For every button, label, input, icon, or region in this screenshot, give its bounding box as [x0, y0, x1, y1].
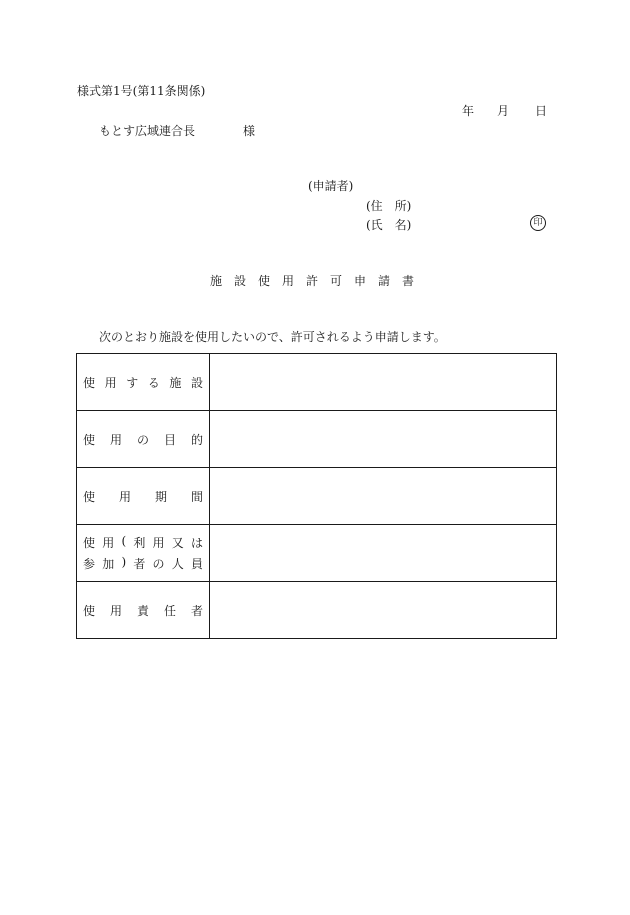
table-row — [77, 525, 557, 582]
application-table — [76, 353, 557, 639]
row-label-cell — [77, 582, 210, 639]
row-value-cell[interactable] — [210, 525, 557, 582]
table-row — [77, 411, 557, 468]
recipient-suffix: 様 — [243, 124, 256, 138]
table-row — [77, 582, 557, 639]
row-label-cell — [77, 525, 210, 582]
row-value-cell[interactable] — [210, 468, 557, 525]
application-table-body — [77, 354, 557, 639]
row-label-line: 使 用 の 目 的 — [83, 432, 203, 447]
row-value-cell[interactable] — [210, 354, 557, 411]
row-label-line: 使 用 ( 利 用 又 は — [83, 534, 203, 550]
form-number: 様式第1号(第11条関係) — [77, 84, 206, 98]
row-label-line: 使 用 す る 施 設 — [83, 375, 203, 390]
address-label: (住 所) — [366, 199, 412, 213]
row-label-line: 使 用 期 間 — [83, 489, 203, 504]
row-label-cell — [77, 354, 210, 411]
row-label-cell — [77, 468, 210, 525]
date-day-label: 日 — [535, 104, 548, 118]
row-value-cell[interactable] — [210, 411, 557, 468]
row-value-cell[interactable] — [210, 582, 557, 639]
date-month-label: 月 — [497, 104, 510, 118]
date-year-label: 年 — [462, 104, 475, 118]
row-label-line: 参 加 ) 者 の 人 員 — [83, 555, 203, 571]
table-row — [77, 468, 557, 525]
applicant-heading: (申請者) — [308, 179, 354, 193]
intro-text: 次のとおり施設を使用したいので、許可されるよう申請します。 — [99, 330, 446, 344]
name-label: (氏 名) — [366, 218, 412, 232]
row-label-cell — [77, 411, 210, 468]
document-title: 施設使用許可申請書 — [209, 274, 426, 288]
seal-mark-icon: 印 — [530, 215, 546, 231]
recipient-name: もとす広域連合長 — [99, 124, 196, 138]
row-label-line: 使 用 責 任 者 — [83, 603, 203, 618]
table-row — [77, 354, 557, 411]
